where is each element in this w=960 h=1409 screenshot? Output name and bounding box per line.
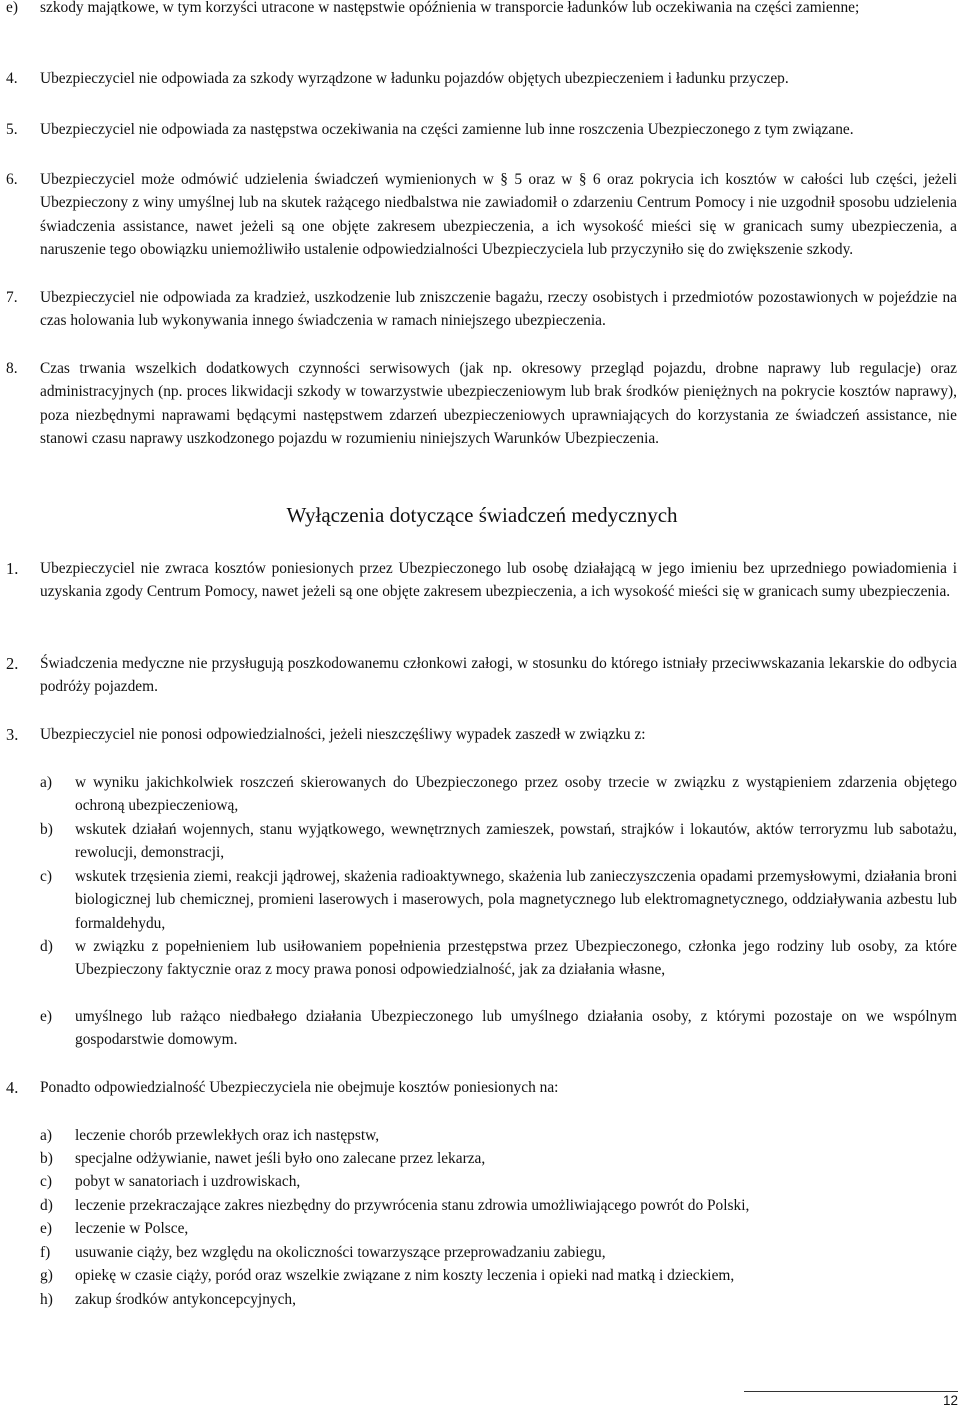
item-text: leczenie w Polsce, [75, 1220, 189, 1237]
item-label: b) [40, 821, 53, 838]
sub-list-item [0, 1124, 957, 1147]
item-text: Czas trwania wszelkich dodatkowych czynności serwisowych (jak np. okresowy przegląd pojazdu, drobne naprawy lub regulacje) oraz administracyjnych (np. proces likwidacji szkody w towarzystwie ubezpieczeniowym lub brak środków pieniężnych na pokrycie kosztów naprawy), poza niezbędnymi naprawami będącymi następstwem zdarzeń ubezpieczeniowych uprawniających do korzystania ze świadczeń assistance, nie stanowi czasu naprawy uszkodzonego pojazdu w rozumieniu niniejszych Warunków Ubezpieczenia. [40, 360, 957, 448]
section-title: Wyłączenia dotyczące świadczeń medycznych [286, 503, 678, 527]
item-label: e) [6, 0, 18, 16]
item-text: zakup środków antykoncepcyjnych, [75, 1291, 296, 1308]
item-text: Ubezpieczyciel może odmówić udzielenia świadczeń wymienionych w § 5 oraz w § 6 oraz pokrycia ich kosztów w całości lub części, jeżeli Ubezpieczony z winy umyślnej lub na skutek rażącego niedbalstwa nie zawiadomił o zdarzeniu Centrum Pomocy i nie uzgodnił sposobu udzielenia świadczenia assistance, nawet jeżeli są one objęte zakresem ubezpieczenia, a ich wysokość mieści się w granicach sumy ubezpieczenia, a naruszenie tego obowiązku uniemożliwiło ustalenie odpowiedzialności Ubezpieczyciela lub przyczyniło się do zwiększenie szkody. [40, 171, 957, 259]
item-text: Ubezpieczyciel nie zwraca kosztów poniesionych przez Ubezpieczonego lub osobę działającą w jego imieniu bez uprzedniego powiadomienia i uzyskania zgody Centrum Pomocy, nawet jeżeli są one objęte zakresem ubezpieczenia, a ich wysokość mieści się w granicach sumy ubezpieczenia. [40, 560, 957, 601]
sub-list-item [0, 1170, 957, 1193]
item-label: b) [40, 1150, 53, 1167]
sub-list-item [0, 771, 957, 818]
sub-list-item [0, 865, 957, 935]
item-text: wskutek trzęsienia ziemi, reakcji jądrowej, skażenia radioaktywnego, skażenia lub zanieczyszczenia opadami przemysłowymi, działania broni biologicznej lub chemicznej, promieni laserowych i maserowych, pola magnetycznego lub elektromagnetycznego, oddziaływania azbestu lub formaldehydu, [75, 868, 957, 932]
sub-list-item [0, 1194, 957, 1217]
item-label: 3. [6, 725, 19, 744]
item-label: 1. [6, 559, 19, 578]
item-text: Ponadto odpowiedzialność Ubezpieczyciela nie obejmuje kosztów poniesionych na: [40, 1079, 559, 1096]
item-text: opiekę w czasie ciąży, poród oraz wszelkie związane z nim koszty leczenia i opieki nad matką i dzieckiem, [75, 1267, 735, 1284]
item-text: wskutek działań wojennych, stanu wyjątkowego, wewnętrznych zamieszek, powstań, strajków i lokautów, aktów terroryzmu lub sabotażu, rewolucji, demonstracji, [75, 821, 957, 862]
item-label: 7. [6, 289, 18, 306]
item-text: Ubezpieczyciel nie odpowiada za następstwa oczekiwania na części zamienne lub inne roszczenia Ubezpieczonego z tym związane. [40, 121, 854, 138]
item-label: 6. [6, 171, 18, 188]
footer-rule [744, 1391, 958, 1392]
sub-list-item [0, 1005, 957, 1052]
sub-list-item [0, 1217, 957, 1240]
sub-list-item [0, 818, 957, 865]
item-text: umyślnego lub rażąco niedbałego działania Ubezpieczonego lub umyślnego działania osoby, z którymi pozostaje on we wspólnym gospodarstwie domowym. [75, 1008, 957, 1049]
list-item [0, 723, 957, 746]
item-text: Ubezpieczyciel nie odpowiada za szkody wyrządzone w ładunku pojazdów objętych ubezpieczeniem i ładunku przyczep. [40, 70, 789, 87]
list-item [0, 168, 957, 262]
sub-list-item [0, 1288, 957, 1311]
item-label: 5. [6, 121, 18, 138]
item-text: specjalne odżywianie, nawet jeśli było ono zalecane przez lekarza, [75, 1150, 486, 1167]
list-item [0, 1076, 957, 1099]
item-label: c) [40, 868, 52, 885]
item-label: e) [40, 1008, 52, 1025]
item-label: f) [40, 1244, 51, 1261]
item-text: pobyt w sanatoriach i uzdrowiskach, [75, 1173, 301, 1190]
item-text: w związku z popełnieniem lub usiłowaniem popełnienia przestępstwa przez Ubezpieczonego, członka jego rodziny lub osoby, za które Ubezpieczony faktycznie oraz z mocy prawa ponosi odpowiedzialność, jak za działania własne, [75, 938, 957, 979]
item-text: Ubezpieczyciel nie odpowiada za kradzież, uszkodzenie lub zniszczenie bagażu, rzeczy osobistych i przedmiotów pozostawionych w pojeździe na czas holowania lub wykonywania innego świadczenia w ramach niniejszego ubezpieczenia. [40, 289, 957, 330]
item-label: d) [40, 1197, 53, 1214]
item-label: 4. [6, 70, 18, 87]
sub-list-item [0, 1241, 957, 1264]
sub-list-item [0, 1264, 957, 1287]
item-label: 2. [6, 654, 19, 673]
item-label: a) [40, 774, 52, 791]
item-label: 4. [6, 1078, 19, 1097]
item-text: Ubezpieczyciel nie ponosi odpowiedzialności, jeżeli nieszczęśliwy wypadek zaszedł w związku z: [40, 726, 646, 743]
item-text: leczenie przekraczające zakres niezbędny do przywrócenia stanu zdrowia umożliwiającego powrót do Polski, [75, 1197, 750, 1214]
list-item [0, 652, 957, 699]
list-item [0, 557, 957, 604]
sub-list-item [0, 935, 957, 982]
list-item [0, 0, 957, 19]
item-label: d) [40, 938, 53, 955]
sub-list-item [0, 1147, 957, 1170]
item-label: 8. [6, 360, 18, 377]
item-text: szkody majątkowe, w tym korzyści utracone w następstwie opóźnienia w transporcie ładunków lub oczekiwania na części zamienne; [40, 0, 860, 16]
item-text: w wyniku jakichkolwiek roszczeń skierowanych do Ubezpieczonego przez osoby trzecie w związku z wystąpieniem zdarzenia objętego ochroną ubezpieczeniową, [75, 774, 957, 815]
item-label: h) [40, 1291, 53, 1308]
list-item [0, 118, 957, 141]
item-label: a) [40, 1127, 52, 1144]
page-number: 12 [942, 1393, 958, 1408]
item-text: Świadczenia medyczne nie przysługują poszkodowanemu członkowi załogi, w stosunku do którego istniały przeciwwskazania lekarskie do odbycia podróży pojazdem. [40, 655, 957, 696]
item-text: usuwanie ciąży, bez względu na okoliczności towarzyszące przeprowadzaniu zabiegu, [75, 1244, 606, 1261]
item-label: g) [40, 1267, 53, 1284]
item-label: e) [40, 1220, 52, 1237]
list-item [0, 357, 957, 451]
list-item [0, 286, 957, 333]
item-text: leczenie chorób przewlekłych oraz ich następstw, [75, 1127, 380, 1144]
list-item [0, 67, 957, 90]
item-label: c) [40, 1173, 52, 1190]
